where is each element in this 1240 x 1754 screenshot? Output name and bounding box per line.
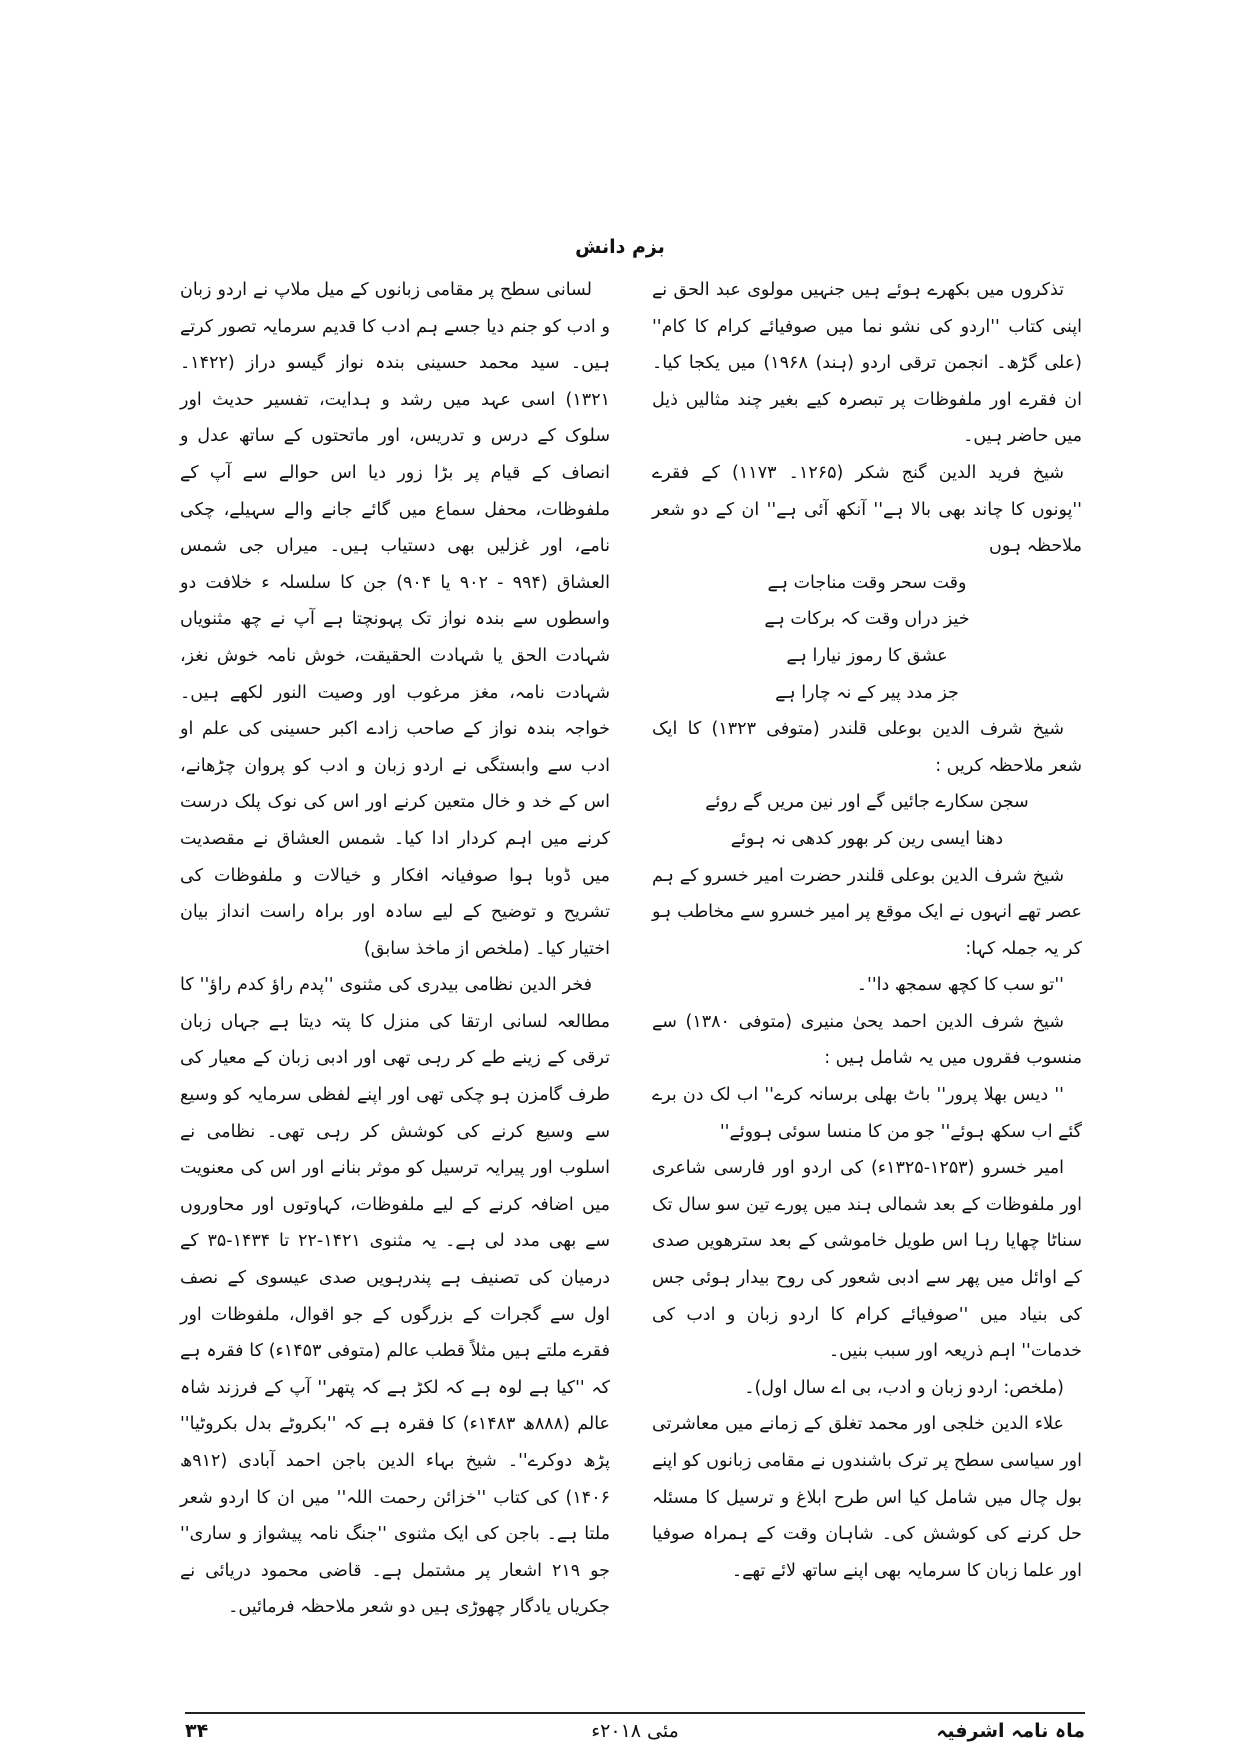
paragraph: فخر الدین نظامی بیدری کی مثنوی ''پدم راؤ کدم راؤ'' کا مطالعہ لسانی ارتقا کی منزل کا پتہ دیتا ہے جہاں زبان ترقی کے زینے طے کر رہی تھی اور ادبی زبان کے معیار کی طرف گامزن ہو چکی تھی اور اپنے لفظی سرمایہ کو وسیع سے وسیع کرنے کی کوشش کر رہی تھی۔ نظامی نے اسلوب اور پیرایہ ترسیل کو موثر بنانے اور اس کی معنویت میں اضافہ کرنے کے لیے ملفوظات، کہاوتوں اور محاوروں سے بھی مدد لی ہے۔ یہ مثنوی ۱۴۲۱-۲۲ تا ۱۴۳۴-۳۵ کے درمیان کی تصنیف ہے پندرہویں صدی عیسوی کے نصف اول سے گجرات کے بزرگوں کے جو اقوال، ملفوظات اور فقرے ملتے ہیں مثلاً قطب عالم (متوفی ۱۴۵۳ء) کا فقرہ ہے کہ ''کیا ہے لوہ ہے کہ لکڑ ہے کہ پتھر'' آپ کے فرزند شاہ عالم (۸۸۸ھ ۱۴۸۳ء) کا فقرہ ہے کہ ''بکروٹے بدل بکروٹیا'' پڑھ دوکرے''۔ شیخ بہاء الدین باجن احمد آبادی (۹۱۲ھ ۱۴۰۶) کی کتاب ''خزائن رحمت اللہ'' میں ان کا اردو شعر ملتا ہے۔ باجن کی ایک مثنوی ''جنگ نامہ پیشواز و ساری'' جو ۲۱۹ اشعار پر مشتمل ہے۔ قاضی محمود دریائی نے جکریاں یادگار چھوڑی ہیں دو شعر ملاحظہ فرمائیں۔ [180, 975, 610, 1618]
paragraph: علاء الدین خلجی اور محمد تغلق کے زمانے میں معاشرتی اور سیاسی سطح پر ترک باشندوں نے مقامی زبانوں کو اپنے بول چال میں شامل کیا اس طرح ابلاغ و ترسیل کا مسئلہ حل کرنے کی کوشش کی۔ شاہان وقت کے ہمراہ صوفیا اور علما زبان کا سرمایہ بھی اپنے ساتھ لائے تھے۔ [652, 1414, 1082, 1581]
paragraph: '' دیس بھلا پرور'' باٹ بھلی برسانہ کرے'' اب لک دن برے گئے اب سکھ ہوئے'' جو من کا منسا سوئی ہووئے'' [652, 1085, 1082, 1142]
page-number: ۳۴ [185, 1720, 209, 1742]
footer [185, 1720, 1085, 1750]
paragraph: شیخ شرف الدین بوعلی قلندر (متوفی ۱۳۲۳) کا ایک شعر ملاحظہ کریں : [652, 719, 1082, 776]
paragraph: شیخ شرف الدین احمد یحیٰ منیری (متوفی ۱۳۸۰) سے منسوب فقروں میں یہ شامل ہیں : [652, 1011, 1082, 1069]
right-column [652, 272, 1082, 1589]
paragraph: تذکروں میں بکھرے ہوئے ہیں جنہیں مولوی عبد الحق نے اپنی کتاب ''اردو کی نشو نما میں صوفیائے کرام کا کام'' (علی گڑھ۔ انجمن ترقی اردو (ہند) ۱۹۶۸) میں یکجا کیا۔ ان فقرے اور ملفوظات پر تبصرہ کیے بغیر چند مثالیں ذیل میں حاضر ہیں۔ [652, 280, 1082, 447]
paragraph: شیخ فرید الدین گنج شکر (۱۲۶۵۔ ۱۱۷۳) کے فقرے ''پونوں کا چاند بھی بالا ہے'' آنکھ آئی ہے'' ان کے دو شعر ملاحظہ ہوں [652, 462, 1082, 557]
paragraph: شیخ شرف الدین بوعلی قلندر حضرت امیر خسرو کے ہم عصر تھے انہوں نے ایک موقع پر امیر خسرو سے مخاطب ہو کر یہ جملہ کہا: [652, 865, 1082, 959]
paragraph: لسانی سطح پر مقامی زبانوں کے میل ملاپ نے اردو زبان و ادب کو جنم دیا جسے ہم ادب کا قدیم سرمایہ تصور کرتے ہیں۔ سید محمد حسینی بندہ نواز گیسو دراز (۱۴۲۲۔ ۱۳۲۱) اسی عہد میں رشد و ہدایت، تفسیر حدیث اور سلوک کے درس و تدریس، اور ماتحتوں کے ساتھ عدل و انصاف کے قیام پر بڑا زور دیا اس حوالے سے آپ کے ملفوظات، محفل سماع میں گائے جانے والے سہیلے، چکی نامے، اور غزلیں بھی دستیاب ہیں۔ میراں جی شمس العشاق (۹۹۴ - ۹۰۲ یا ۹۰۴) جن کا سلسلہ ء خلافت دو واسطوں سے بندہ نواز تک پہونچتا ہے آپ نے چھ مثنویاں شہادت الحق یا شہادت الحقیقت، خوش نامہ خوش نغز، شہادت نامہ، مغز مرغوب اور وصیت النور لکھے ہیں۔ خواجہ بندہ نواز کے صاحب زادے اکبر حسینی کی علم او ادب سے وابستگی نے اردو زبان و ادب کو پروان چڑھانے، اس کے خد و خال متعین کرنے اور اس کی نوک پلک درست کرنے میں اہم کردار ادا کیا۔ شمس العشاق نے مقصدیت میں ڈوبا ہوا صوفیانہ افکار و خیالات و ملفوظات کی تشریح و توضیح کے لیے سادہ اور براہ راست انداز بیان اختیار کیا۔ (ملخص از ماخذ سابق) [180, 280, 610, 959]
verse-line: جز مدد پیر کے نہ چارا ہے [775, 682, 959, 703]
magazine-name: ماہ نامہ اشرفیہ [936, 1720, 1085, 1742]
left-column [180, 272, 610, 1626]
verse-line: دھنا ایسی رین کر بھور کدھی نہ ہوئے [730, 828, 1004, 849]
verse-line: خیز دراں وقت کہ برکات ہے [764, 609, 970, 630]
verse-line: وقت سحر وقت مناجات ہے [767, 572, 967, 593]
verse-line: سجن سکارے جائیں گے اور نین مریں گے روئے [705, 792, 1029, 813]
running-head: بزم دانش [575, 236, 665, 258]
issue-date: مئی ۲۰۱۸ء [591, 1720, 679, 1742]
paragraph: امیر خسرو (۱۲۵۳-۱۳۲۵ء) کی اردو اور فارسی شاعری اور ملفوظات کے بعد شمالی ہند میں پورے تین سو سال تک سناٹا چھایا رہا اس طویل خاموشی کے بعد سترھویں صدی کے اوائل میں پھر سے ادبی شعور کی روح بیدار ہوئی جس کی بنیاد میں ''صوفیائے کرام کا اردو زبان و ادب کی خدمات'' اہم ذریعہ اور سبب بنیں۔ [652, 1158, 1082, 1362]
footer-rule [185, 1712, 1085, 1714]
paragraph: (ملخص: اردو زبان و ادب، بی اے سال اول)۔ [744, 1377, 1064, 1398]
paragraph: ''تو سب کا کچھ سمجھ دا''۔ [856, 975, 1064, 996]
verse-line: عشق کا رموز نیارا ہے [786, 645, 948, 666]
